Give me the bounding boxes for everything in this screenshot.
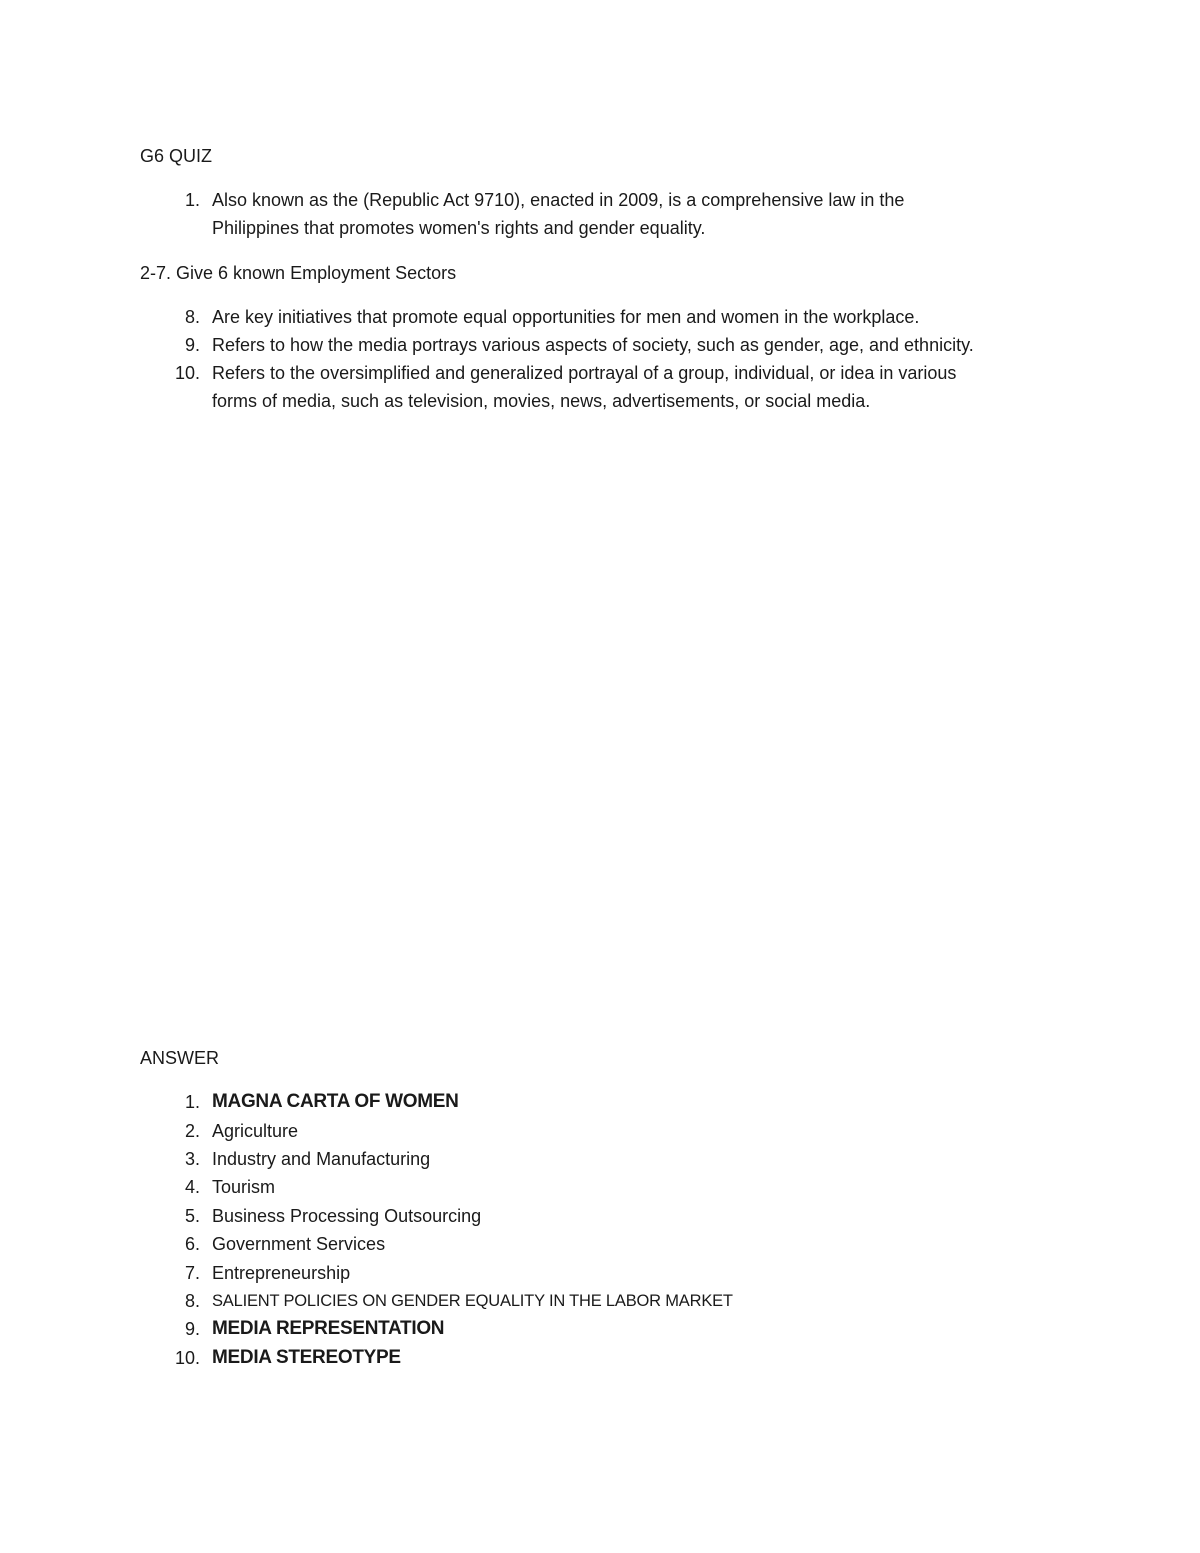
question-text-line-2: Philippines that promotes women's rights and gender equality. [212,218,706,238]
answer-number: 5. [184,1206,200,1226]
answer-number: 7. [184,1263,200,1283]
question-text: Refers to how the media portrays various aspects of society, such as gender, age, and ethnicity. [212,335,974,355]
answer-text: MEDIA STEREOTYPE [212,1347,401,1368]
answer-text: Government Services [212,1234,386,1254]
answer-number: 3. [184,1149,200,1169]
question-text-line-1: Also known as the (Republic Act 9710), enacted in 2009, is a comprehensive law in the [212,190,905,210]
answer-title: ANSWER [140,1048,220,1068]
answer-text: MAGNA CARTA OF WOMEN [212,1091,459,1112]
answer-text: Business Processing Outsourcing [212,1206,482,1226]
question-number: 9. [184,335,200,355]
question-number: 1. [184,190,200,210]
question-number: 8. [184,307,200,327]
question-text-line-2: forms of media, such as television, movies, news, advertisements, or social media. [212,391,871,411]
answer-text: Entrepreneurship [212,1263,351,1283]
answer-text: Industry and Manufacturing [212,1149,431,1169]
quiz-title: G6 QUIZ [140,146,213,166]
question-2-7: 2-7. Give 6 known Employment Sectors [140,263,457,283]
answer-number: 9. [184,1319,200,1339]
answer-number: 10. [174,1348,200,1368]
question-text: Are key initiatives that promote equal opportunities for men and women in the workplace. [212,307,920,327]
answer-number: 6. [184,1234,200,1254]
answer-text: MEDIA REPRESENTATION [212,1318,445,1339]
question-number: 10. [174,363,200,383]
answer-number: 8. [184,1291,200,1311]
answer-text: Agriculture [212,1121,299,1141]
answer-number: 1. [184,1092,200,1112]
answer-number: 2. [184,1121,200,1141]
answer-text: Tourism [212,1177,276,1197]
answer-text: SALIENT POLICIES ON GENDER EQUALITY IN THE LABOR MARKET [212,1292,733,1310]
answer-number: 4. [184,1177,200,1197]
question-text-line-1: Refers to the oversimplified and generalized portrayal of a group, individual, or idea in various [212,363,957,383]
